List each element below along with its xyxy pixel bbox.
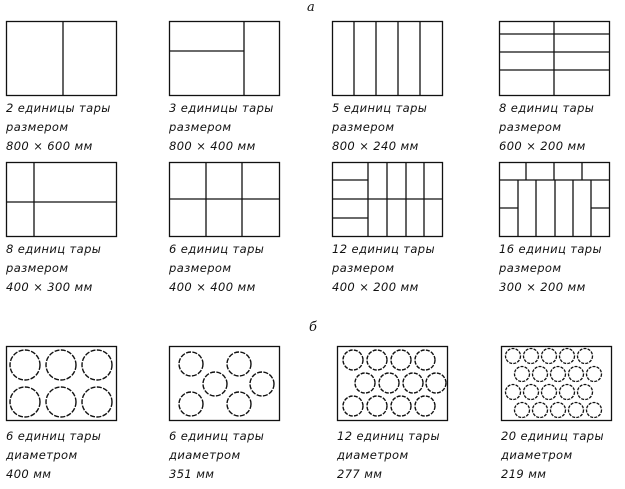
caption-count: 8 единиц тары	[499, 101, 595, 115]
pallet-layout-20-drums-219-icon	[501, 346, 613, 422]
caption-dimensions: 219 мм	[501, 467, 547, 481]
caption-count: 8 единиц тары	[6, 242, 102, 256]
caption-count: 12 единиц тары	[332, 242, 435, 256]
pallet-layout-6-drums-351-icon	[169, 346, 281, 422]
pallet-layout-3x800x400-icon	[169, 21, 281, 97]
caption-dimensions: 600 × 200 мм	[499, 139, 586, 153]
pallet-layout-8x600x200-icon	[499, 21, 611, 97]
pallet-layout-12-drums-277-icon	[337, 346, 449, 422]
pallet-layout-12x400x200-icon	[332, 162, 444, 238]
layout-caption	[332, 99, 427, 156]
pallet-layout-2x800x600-icon	[6, 21, 118, 97]
layout-caption	[501, 427, 604, 484]
layout-caption	[6, 240, 101, 297]
layout-caption	[499, 240, 602, 297]
caption-dimensions: 800 × 600 мм	[6, 139, 93, 153]
caption-dimensions: 300 × 200 мм	[499, 280, 586, 294]
section-label-a: а	[307, 0, 315, 15]
caption-size-label: размером	[499, 261, 562, 275]
layout-caption	[169, 99, 274, 156]
caption-size-label: размером	[6, 261, 69, 275]
caption-count: 6 единиц тары	[6, 429, 102, 443]
caption-size-label: диаметром	[337, 448, 409, 462]
caption-size-label: размером	[332, 261, 395, 275]
layout-caption	[6, 427, 101, 484]
caption-size-label: диаметром	[501, 448, 573, 462]
caption-size-label: размером	[332, 120, 395, 134]
caption-size-label: размером	[499, 120, 562, 134]
caption-dimensions: 400 × 300 мм	[6, 280, 93, 294]
pallet-layout-8x400x300-icon	[6, 162, 118, 238]
layout-caption	[337, 427, 440, 484]
caption-dimensions: 800 × 240 мм	[332, 139, 419, 153]
caption-size-label: размером	[6, 120, 69, 134]
caption-dimensions: 277 мм	[337, 467, 383, 481]
layout-caption	[499, 99, 594, 156]
caption-size-label: диаметром	[6, 448, 78, 462]
caption-size-label: размером	[169, 261, 232, 275]
caption-count: 6 единиц тары	[169, 242, 265, 256]
caption-dimensions: 400 мм	[6, 467, 52, 481]
pallet-layout-6-drums-400-icon	[6, 346, 118, 422]
caption-dimensions: 400 × 200 мм	[332, 280, 419, 294]
caption-dimensions: 400 × 400 мм	[169, 280, 256, 294]
pallet-layout-5x800x240-icon	[332, 21, 444, 97]
pallet-layout-16x300x200-icon	[499, 162, 611, 238]
caption-count: 12 единиц тары	[337, 429, 440, 443]
caption-dimensions: 351 мм	[169, 467, 215, 481]
caption-size-label: диаметром	[169, 448, 241, 462]
caption-dimensions: 800 × 400 мм	[169, 139, 256, 153]
caption-count: 2 единицы тары	[6, 101, 111, 115]
caption-count: 6 единиц тары	[169, 429, 265, 443]
layout-caption	[6, 99, 111, 156]
layout-caption	[169, 427, 264, 484]
layout-caption	[332, 240, 435, 297]
layout-caption	[169, 240, 264, 297]
caption-count: 3 единицы тары	[169, 101, 274, 115]
section-label-b: б	[309, 320, 317, 335]
caption-size-label: размером	[169, 120, 232, 134]
pallet-layout-6x400x400-icon	[169, 162, 281, 238]
caption-count: 5 единиц тары	[332, 101, 428, 115]
caption-count: 16 единиц тары	[499, 242, 602, 256]
caption-count: 20 единиц тары	[501, 429, 604, 443]
